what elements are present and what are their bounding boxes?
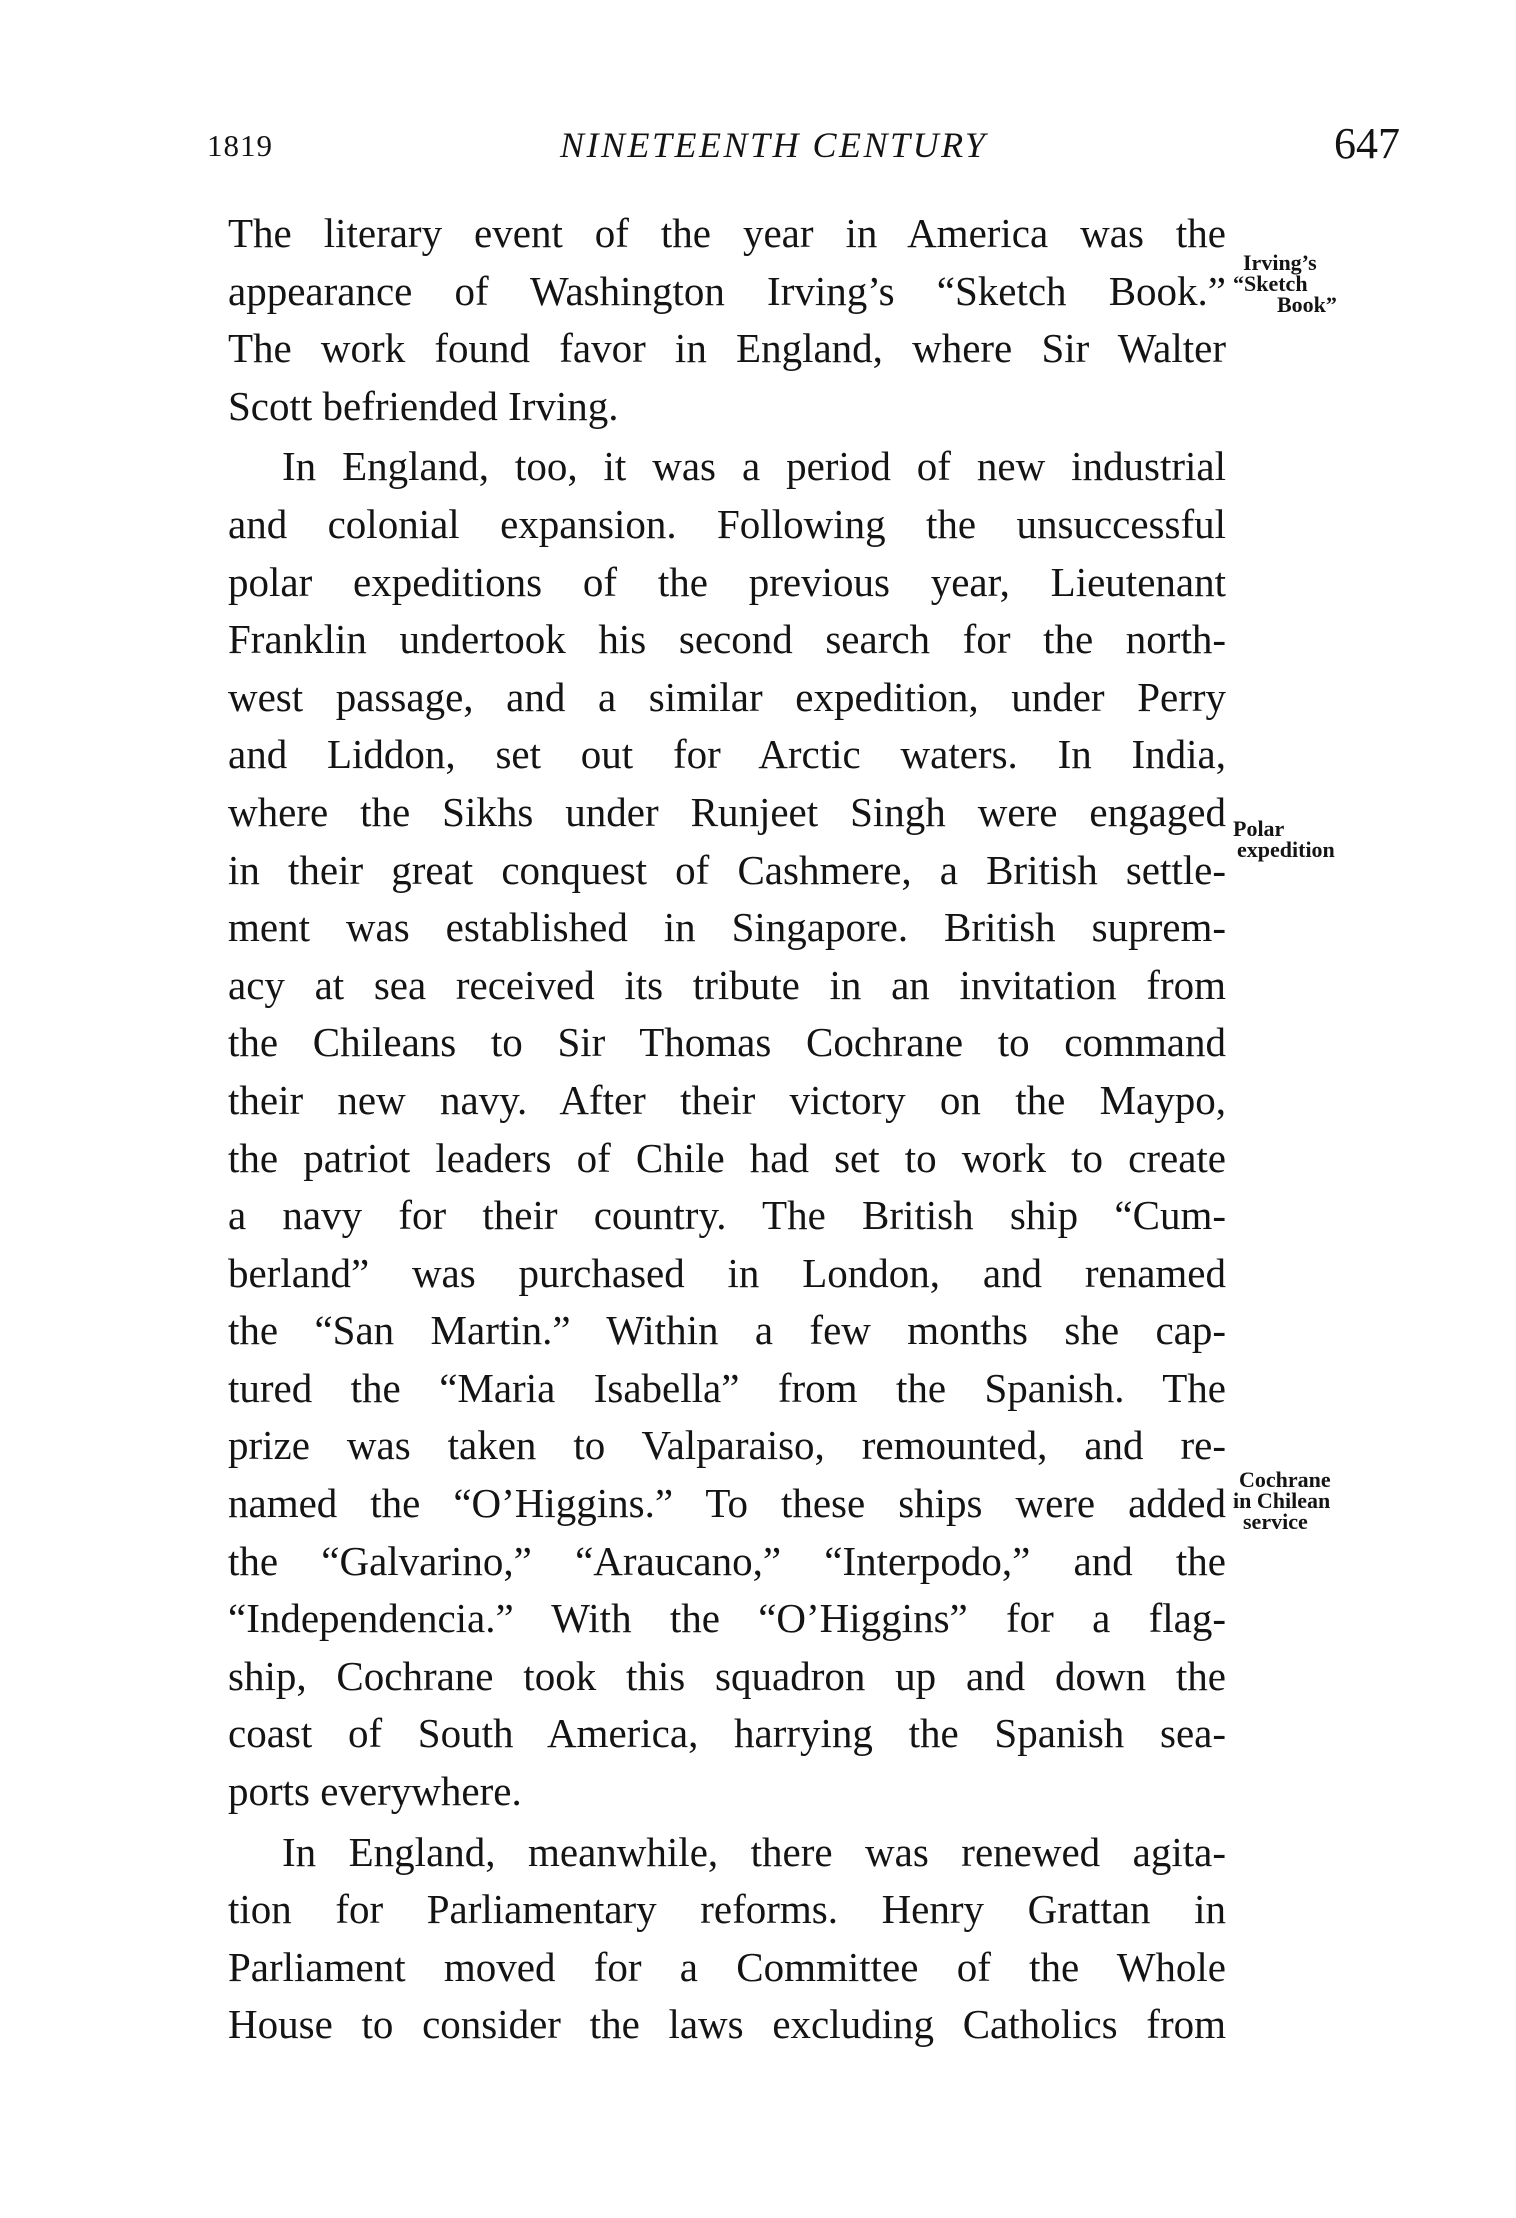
sidenote-line: Irving’s [1243,250,1317,275]
text-line: Scott befriended Irving. [228,382,619,429]
text-line: tured the “Maria Isabella” from the Spanish. The [228,1364,1226,1411]
page-number: 647 [1334,119,1400,168]
header-year: 1819 [207,128,273,163]
text-line: a navy for their country. The British ship “Cum- [228,1192,1226,1239]
text-line: and Liddon, set out for Arctic waters. In India, [228,731,1226,778]
text-line: where the Sikhs under Runjeet Singh were engaged [228,788,1226,835]
text-line: “Independencia.” With the “O’Higgins” for a flag- [228,1595,1226,1642]
sidenote-line: “Sketch [1233,271,1308,296]
sidenote-irving-sketch-book [1233,252,1337,315]
text-line: the “Galvarino,” “Araucano,” “Interpodo,” and the [228,1537,1226,1584]
text-line: In England, too, it was a period of new industrial [282,443,1226,490]
header-title: NINETEENTH CENTURY [560,125,988,165]
text-line: appearance of Washington Irving’s “Sketch Book.” [228,267,1226,314]
sidenote-line: Cochrane [1239,1467,1331,1492]
text-line: the Chileans to Sir Thomas Cochrane to command [228,1019,1226,1066]
text-line: and colonial expansion. Following the unsuccessful [228,500,1226,547]
text-line: polar expeditions of the previous year, Lieutenant [228,558,1226,605]
text-line: their new navy. After their victory on the Maypo, [228,1076,1226,1123]
text-line: The literary event of the year in America was the [228,210,1226,256]
text-line: the “San Martin.” Within a few months she cap- [228,1307,1226,1354]
text-line: acy at sea received its tribute in an invitation from [228,961,1226,1008]
text-line: The work found favor in England, where Sir Walter [228,325,1226,372]
text-line: Parliament moved for a Committee of the Whole [228,1943,1226,1990]
paragraph-irving [228,205,1226,435]
text-line: named the “O’Higgins.” To these ships were added [228,1480,1226,1527]
text-line: berland” was purchased in London, and renamed [228,1249,1226,1296]
text-line: prize was taken to Valparaiso, remounted, and re- [228,1422,1226,1469]
sidenote-cochrane-chilean-service [1233,1469,1331,1532]
text-line: the patriot leaders of Chile had set to work to create [228,1134,1226,1181]
text-line: tion for Parliamentary reforms. Henry Grattan in [228,1886,1226,1933]
text-line: ment was established in Singapore. British suprem- [228,904,1226,951]
body-text [228,205,1226,2054]
sidenote-line: Book” [1277,292,1337,317]
text-line: In England, meanwhile, there was renewed agita- [282,1828,1226,1875]
paragraph-expansion [228,438,1226,1820]
text-line: House to consider the laws excluding Catholics from [228,2001,1226,2048]
sidenote-line: service [1243,1509,1308,1534]
sidenote-line: expedition [1237,837,1335,862]
sidenote-polar-expedition [1233,818,1335,860]
running-head [0,118,1516,178]
text-line: ports everywhere. [228,1768,522,1815]
text-line: coast of South America, harrying the Spanish sea- [228,1710,1226,1757]
text-line: ship, Cochrane took this squadron up and down the [228,1652,1226,1699]
sidenote-line: Polar [1233,816,1285,841]
text-line: in their great conquest of Cashmere, a British settle- [228,846,1226,893]
text-line: west passage, and a similar expedition, under Perry [228,673,1226,720]
sidenote-line: in Chilean [1233,1488,1331,1513]
text-line: Franklin undertook his second search for the north- [228,616,1226,663]
paragraph-reforms [228,1824,1226,2054]
